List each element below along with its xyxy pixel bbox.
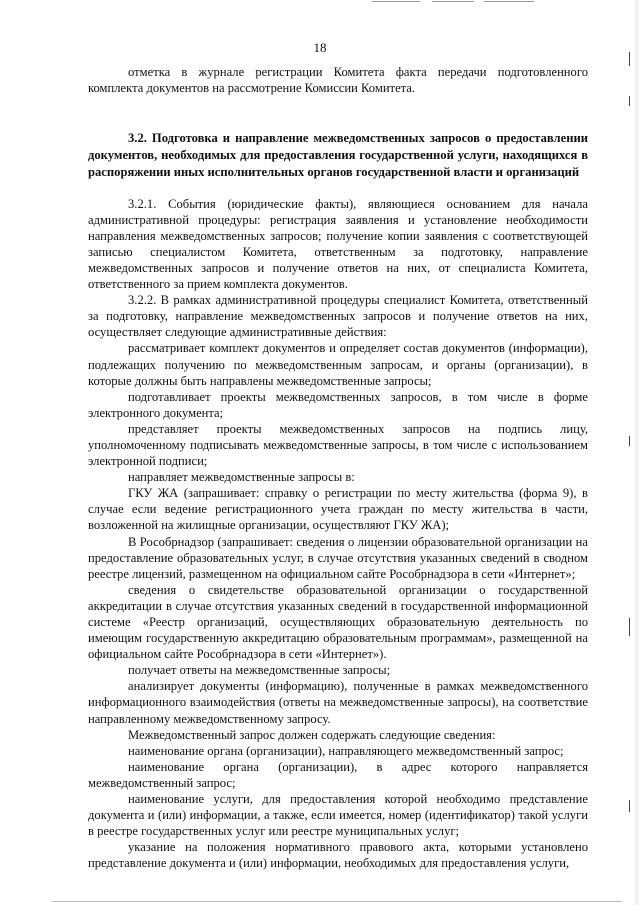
paragraph: 3.2.1. События (юридические факты), являющиеся основанием для начала административной процедуры: регистрация заявления и установление необходимости направления межведомственных запросов; получение копии заявления с соответствующей записью специалистом Комитета, ответственным за подготовку, направление межведомственных запросов и получение ответов на них, от специалиста Комитета, ответственного за прием комплекта документов. [88, 196, 588, 292]
page-number: 18 [313, 40, 327, 55]
paragraph: 3.2.2. В рамках административной процедуры специалист Комитета, ответственный за подготовку, направление межведомственных запросов и получение ответов на них, осуществляет следующие административные действия: [88, 293, 588, 340]
scan-top-mark [484, 1, 534, 2]
scan-edge-mark [629, 618, 630, 636]
intro-paragraph: отметка в журнале регистрации Комитета факта передачи подготовленного комплекта документов на рассмотрение Комиссии Комитета. [88, 65, 588, 96]
paragraph: представляет проекты межведомственных запросов на подпись лицу, уполномоченному подписывать межведомственные запросы, в том числе с использованием электронной подписи; [88, 421, 588, 469]
paragraph: В Рособрнадзор (запрашивает: сведения о лицензии образовательной организации на предоставление образовательных услуг, в случае отсутствия указанных сведений в сводном реестре лицензий, размещенном на официальном сайте Рособрнадзора в сети «Интернет»; [88, 534, 588, 581]
paragraph: наименование органа (организации), направляющего межведомственный запрос; [128, 743, 564, 758]
paragraph: сведения о свидетельстве образовательной организации о государственной аккредитации в случае отсутствия указанных сведений в государственной информационной системе «Реестр организаций, осуществляющих образовательную деятельность по имеющим государственную аккредитацию образовательным программам», размещенной на официальном сайте Рособрнадзора в сети «Интернет»). [88, 582, 588, 662]
paragraph: подготавливает проекты межведомственных запросов, в том числе в форме электронного документа; [88, 389, 588, 420]
paragraph: анализирует документы (информацию), полученные в рамках межведомственного информационного взаимодействия (ответы на межведомственные запросы), на соответствие направленному межведомственному запросу. [88, 679, 588, 726]
paragraph: рассматривает комплект документов и определяет состав документов (информации), подлежащих получению по межведомственным запросам, и органы (организации), в которые должны быть направлены межведомственные запросы; [88, 341, 588, 388]
scan-edge-mark [629, 800, 630, 812]
paragraph: указание на положения нормативного правового акта, которыми установлено представление документа и (или) информации, необходимых для предоставления услуги, [88, 840, 588, 871]
document-body [88, 64, 588, 872]
scan-edge-mark [629, 436, 630, 446]
section-heading: 3.2. Подготовка и направление межведомственных запросов о предоставлении документов, необходимых для предоставления государственной услуги, находящихся в распоряжении иных исполнительных органов государственной власти и организаций [88, 131, 588, 179]
scan-bottom-mark [52, 901, 622, 902]
paragraph: направляет межведомственные запросы в: [128, 470, 355, 485]
scan-top-mark [432, 1, 474, 2]
scan-right-edge [634, 0, 640, 905]
paragraph: Межведомственный запрос должен содержать следующие сведения: [128, 727, 496, 742]
paragraph: получает ответы на межведомственные запросы; [128, 663, 391, 678]
paragraph: наименование услуги, для предоставления которой необходимо представление документа и (или) информации, а также, если имеется, номер (идентификатор) такой услуги в реестре государственных услуг или реестре муниципальных услуг; [88, 792, 588, 839]
paragraph: наименование органа (организации), в адрес которого направляется межведомственный запрос; [88, 759, 588, 790]
scan-edge-mark [629, 96, 630, 106]
paragraph: ГКУ ЖА (запрашивает: справку о регистрации по месту жительства (форма 9), в случае если ведение регистрационного учета граждан по месту жительства в части, возложенной на жилищные организации, осуществляют ГКУ ЖА); [88, 486, 588, 533]
scan-top-mark [372, 1, 420, 2]
